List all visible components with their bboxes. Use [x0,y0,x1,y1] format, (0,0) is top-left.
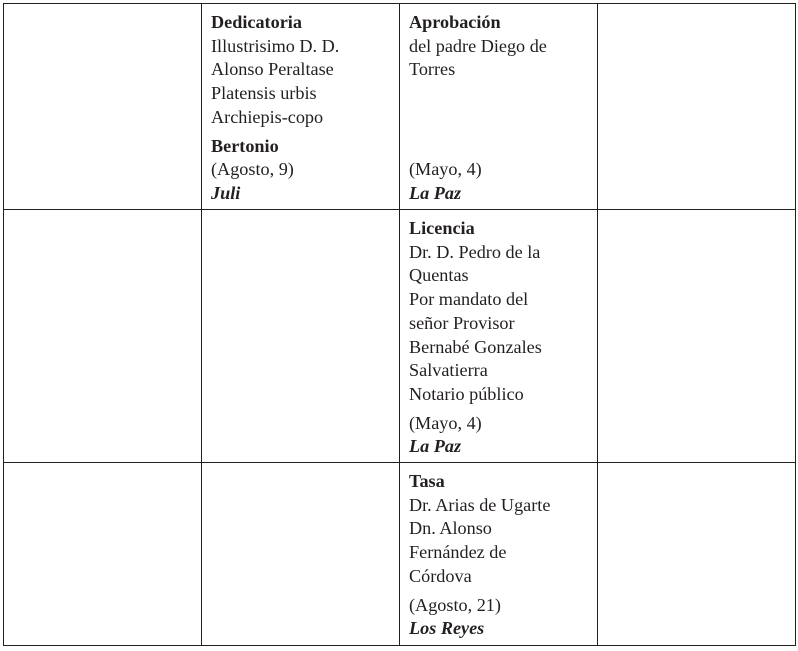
cell-date: (Agosto, 9) [211,159,294,180]
cell-title: Tasa [409,471,445,491]
table-cell-empty [4,4,202,210]
table-cell-dedicatoria [202,4,400,210]
cell-title: Licencia [409,218,475,238]
cell-line: Salvatierra [409,360,488,381]
table-cell-aprobacion [400,4,598,210]
cell-line: Córdova [409,565,472,586]
cell-date: (Mayo, 4) [409,412,482,433]
table-cell-licencia [400,210,598,463]
table-cell-tasa [400,463,598,646]
cell-line: Dr. Arias de Ugarte [409,494,551,515]
cell-line: Fernández de [409,542,507,563]
cell-line: Por mandato del [409,289,529,310]
cell-line: Quentas [409,265,469,286]
cell-line: Notario público [409,383,524,404]
cell-line: Dr. D. Pedro de la [409,241,541,262]
cell-line: Dn. Alonso [409,518,492,539]
cell-title: Aprobación [409,12,501,32]
cell-line: Archiepis-copo [211,106,324,127]
table-cell-empty [598,4,796,210]
table-cell-empty [598,463,796,646]
cell-place: La Paz [409,436,462,457]
cell-line: del padre Diego de [409,35,547,56]
cell-date: (Agosto, 21) [409,594,501,615]
table-cell-empty [202,463,400,646]
cell-place: Juli [211,182,241,203]
cell-line: Illustrisimo D. D. [211,35,340,56]
cell-line: Platensis urbis [211,83,317,104]
table-row [4,463,796,646]
document-table [3,3,796,646]
cell-line: Torres [409,59,456,80]
table-row [4,210,796,463]
cell-line: señor Provisor [409,312,515,333]
cell-place: Los Reyes [409,618,485,639]
table-cell-empty [4,463,202,646]
cell-date: (Mayo, 4) [409,159,482,180]
table-cell-empty [4,210,202,463]
cell-author: Bertonio [211,135,279,156]
cell-line: Bernabé Gonzales [409,336,542,357]
table-row [4,4,796,210]
cell-line: Alonso Peraltase [211,59,334,80]
table-cell-empty [202,210,400,463]
table-cell-empty [598,210,796,463]
cell-title: Dedicatoria [211,12,302,32]
cell-place: La Paz [409,182,462,203]
